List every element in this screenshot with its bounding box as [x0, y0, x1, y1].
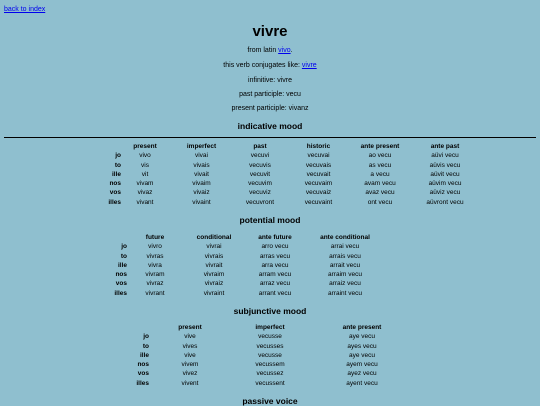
header-cell: present: [133, 143, 157, 150]
pronoun-cell: jo: [121, 243, 127, 251]
table-row: [131, 351, 415, 360]
header-cell: ante future: [258, 234, 292, 241]
indicative-heading: indicative mood: [237, 121, 303, 131]
header-cell: imperfect: [186, 143, 217, 150]
table-cell: vecuviz: [249, 189, 271, 197]
table-cell: vivraiz: [204, 280, 224, 288]
table-cell: arraiz vecu: [329, 280, 361, 288]
table-cell: ayent vecu: [346, 379, 378, 387]
table-cell: vecusse: [258, 333, 282, 341]
table-row: [110, 270, 385, 279]
table-cell: vivez: [182, 370, 198, 378]
pronoun-cell: vos: [137, 370, 149, 378]
pronoun-cell: illes: [108, 198, 121, 206]
table-cell: arro vecu: [261, 243, 289, 251]
table-header-row: [110, 233, 385, 242]
header-cell: [110, 233, 127, 242]
table-row: [131, 379, 415, 388]
conjugates-like-line: [0, 62, 540, 69]
table-cell: ont vecu: [367, 198, 393, 206]
table-cell: vivais: [193, 161, 210, 169]
table-cell: vivraz: [146, 280, 164, 288]
conjugates-like-prefix: this verb conjugates like:: [223, 62, 302, 69]
table-row: [101, 198, 481, 207]
infinitive-line: infinitive: vivre: [248, 77, 292, 84]
table-cell: aüvi vecu: [431, 152, 459, 160]
potential-table: [110, 233, 385, 298]
table-cell: vive: [184, 333, 196, 341]
section-divider: [4, 137, 536, 138]
table-cell: vivrai: [206, 243, 222, 251]
table-cell: arraz vecu: [259, 280, 291, 288]
table-row: [101, 179, 481, 188]
table-row: [110, 289, 385, 298]
origin-prefix: from latin: [247, 47, 279, 54]
table-cell: ayes vecu: [347, 342, 377, 350]
table-row: [110, 261, 385, 270]
table-cell: a vecu: [370, 170, 390, 178]
table-cell: vecuvim: [248, 180, 272, 188]
table-cell: vivraint: [203, 289, 225, 297]
past-participle-line: past participle: vecu: [239, 91, 301, 98]
table-cell: vivram: [145, 271, 165, 279]
header-cell: conditional: [196, 234, 232, 241]
table-cell: ao vecu: [368, 152, 392, 160]
table-cell: vecuvaim: [304, 180, 333, 188]
table-cell: arrai vecu: [330, 243, 360, 251]
present-participle-line: present participle: vivanz: [231, 105, 309, 112]
table-cell: vivant: [136, 198, 154, 206]
table-row: [110, 279, 385, 288]
table-cell: vecuvait: [306, 170, 331, 178]
table-cell: vivo: [139, 152, 151, 160]
table-cell: aüvis vecu: [429, 161, 461, 169]
table-cell: aüviz vecu: [429, 189, 461, 197]
pronoun-cell: illes: [114, 289, 127, 297]
header-cell: [101, 142, 121, 151]
table-cell: vecussez: [256, 370, 284, 378]
passive-heading: passive voice: [242, 396, 298, 406]
origin-link[interactable]: vivo: [278, 47, 291, 54]
table-cell: vecuvi: [250, 152, 270, 160]
table-cell: as vecu: [368, 161, 392, 169]
table-cell: vecuvais: [305, 161, 332, 169]
table-cell: arraint vecu: [328, 289, 362, 297]
table-cell: arraim vecu: [328, 271, 362, 279]
table-cell: ayem vecu: [346, 361, 378, 369]
table-cell: arras vecu: [259, 252, 291, 260]
table-cell: aüvit vecu: [430, 170, 460, 178]
table-cell: vivam: [136, 180, 154, 188]
table-cell: vivrant: [145, 289, 165, 297]
table-cell: aye vecu: [348, 333, 376, 341]
header-cell: present: [178, 324, 202, 331]
table-cell: aüvim vecu: [428, 180, 462, 188]
table-header-row: [131, 323, 415, 332]
pronoun-cell: nos: [115, 271, 127, 279]
table-cell: vive: [184, 351, 196, 359]
table-row: [131, 360, 415, 369]
table-cell: vit: [141, 170, 149, 178]
header-cell: ante conditional: [320, 234, 370, 241]
origin-line: [0, 47, 540, 54]
table-cell: vivrait: [205, 261, 223, 269]
table-cell: aye vecu: [348, 351, 376, 359]
table-row: [131, 342, 415, 351]
header-cell: ante past: [430, 143, 460, 150]
verb-title: vivre: [252, 23, 288, 40]
table-header-row: [101, 142, 481, 151]
table-cell: vecuvaiz: [305, 189, 332, 197]
table-cell: vecuvront: [245, 198, 275, 206]
pronoun-cell: nos: [109, 180, 121, 188]
table-cell: vis: [141, 161, 149, 169]
indicative-table: [101, 142, 481, 207]
pronoun-cell: vos: [115, 280, 127, 288]
table-row: [101, 151, 481, 160]
table-cell: vivra: [148, 261, 162, 269]
table-cell: vivras: [146, 252, 164, 260]
table-cell: vecuvit: [249, 170, 271, 178]
table-cell: vivem: [181, 361, 199, 369]
table-row: [101, 188, 481, 197]
pronoun-cell: jo: [143, 333, 149, 341]
table-cell: vecuvaint: [304, 198, 333, 206]
table-cell: vivrais: [204, 252, 224, 260]
table-row: [110, 242, 385, 251]
table-cell: ayez vecu: [347, 370, 377, 378]
table-cell: avam vecu: [364, 180, 396, 188]
header-cell: future: [145, 234, 165, 241]
table-cell: vecusse: [258, 351, 282, 359]
table-cell: avaz vecu: [365, 189, 395, 197]
pronoun-cell: ille: [139, 351, 149, 359]
pronoun-cell: jo: [115, 152, 121, 160]
header-cell: ante present: [342, 324, 382, 331]
table-cell: arram vecu: [258, 271, 292, 279]
header-cell: past: [253, 143, 267, 150]
table-cell: vivro: [148, 243, 162, 251]
header-cell: [131, 323, 149, 332]
table-cell: arrait vecu: [329, 261, 361, 269]
header-cell: historic: [306, 143, 331, 150]
pronoun-cell: nos: [137, 361, 149, 369]
origin-suffix: .: [290, 47, 293, 54]
subjunctive-heading: subjunctive mood: [233, 306, 307, 316]
table-row: [131, 332, 415, 341]
table-cell: arrais vecu: [329, 252, 361, 260]
pronoun-cell: ille: [117, 261, 127, 269]
table-cell: arrant vecu: [258, 289, 292, 297]
potential-heading: potential mood: [239, 215, 301, 225]
table-row: [101, 161, 481, 170]
table-cell: vivaint: [192, 198, 211, 206]
conjugates-like-link[interactable]: vivre: [301, 62, 317, 69]
table-cell: vivaz: [137, 189, 153, 197]
table-row: [131, 369, 415, 378]
pronoun-cell: ille: [111, 170, 121, 178]
pronoun-cell: illes: [136, 379, 149, 387]
table-cell: vivai: [194, 152, 208, 160]
table-cell: vivaiz: [193, 189, 210, 197]
header-cell: imperfect: [255, 324, 285, 331]
table-cell: vecussem: [255, 361, 285, 369]
table-cell: vivraim: [203, 271, 225, 279]
back-to-index-link[interactable]: back to index: [4, 6, 46, 13]
table-row: [110, 252, 385, 261]
subjunctive-table: [131, 323, 415, 388]
table-cell: vecussent: [255, 379, 285, 387]
table-cell: vives: [182, 342, 198, 350]
table-cell: vecuvis: [249, 161, 271, 169]
table-cell: vecuvai: [307, 152, 330, 160]
pronoun-cell: to: [114, 161, 121, 169]
table-cell: vivaim: [192, 180, 211, 188]
table-cell: vivait: [194, 170, 209, 178]
table-cell: vecusses: [256, 342, 284, 350]
pronoun-cell: vos: [109, 189, 121, 197]
table-cell: vivent: [181, 379, 199, 387]
table-row: [101, 170, 481, 179]
table-cell: aüvront vecu: [426, 198, 464, 206]
pronoun-cell: to: [142, 342, 149, 350]
pronoun-cell: to: [120, 252, 127, 260]
header-cell: ante present: [360, 143, 400, 150]
table-cell: arra vecu: [261, 261, 289, 269]
